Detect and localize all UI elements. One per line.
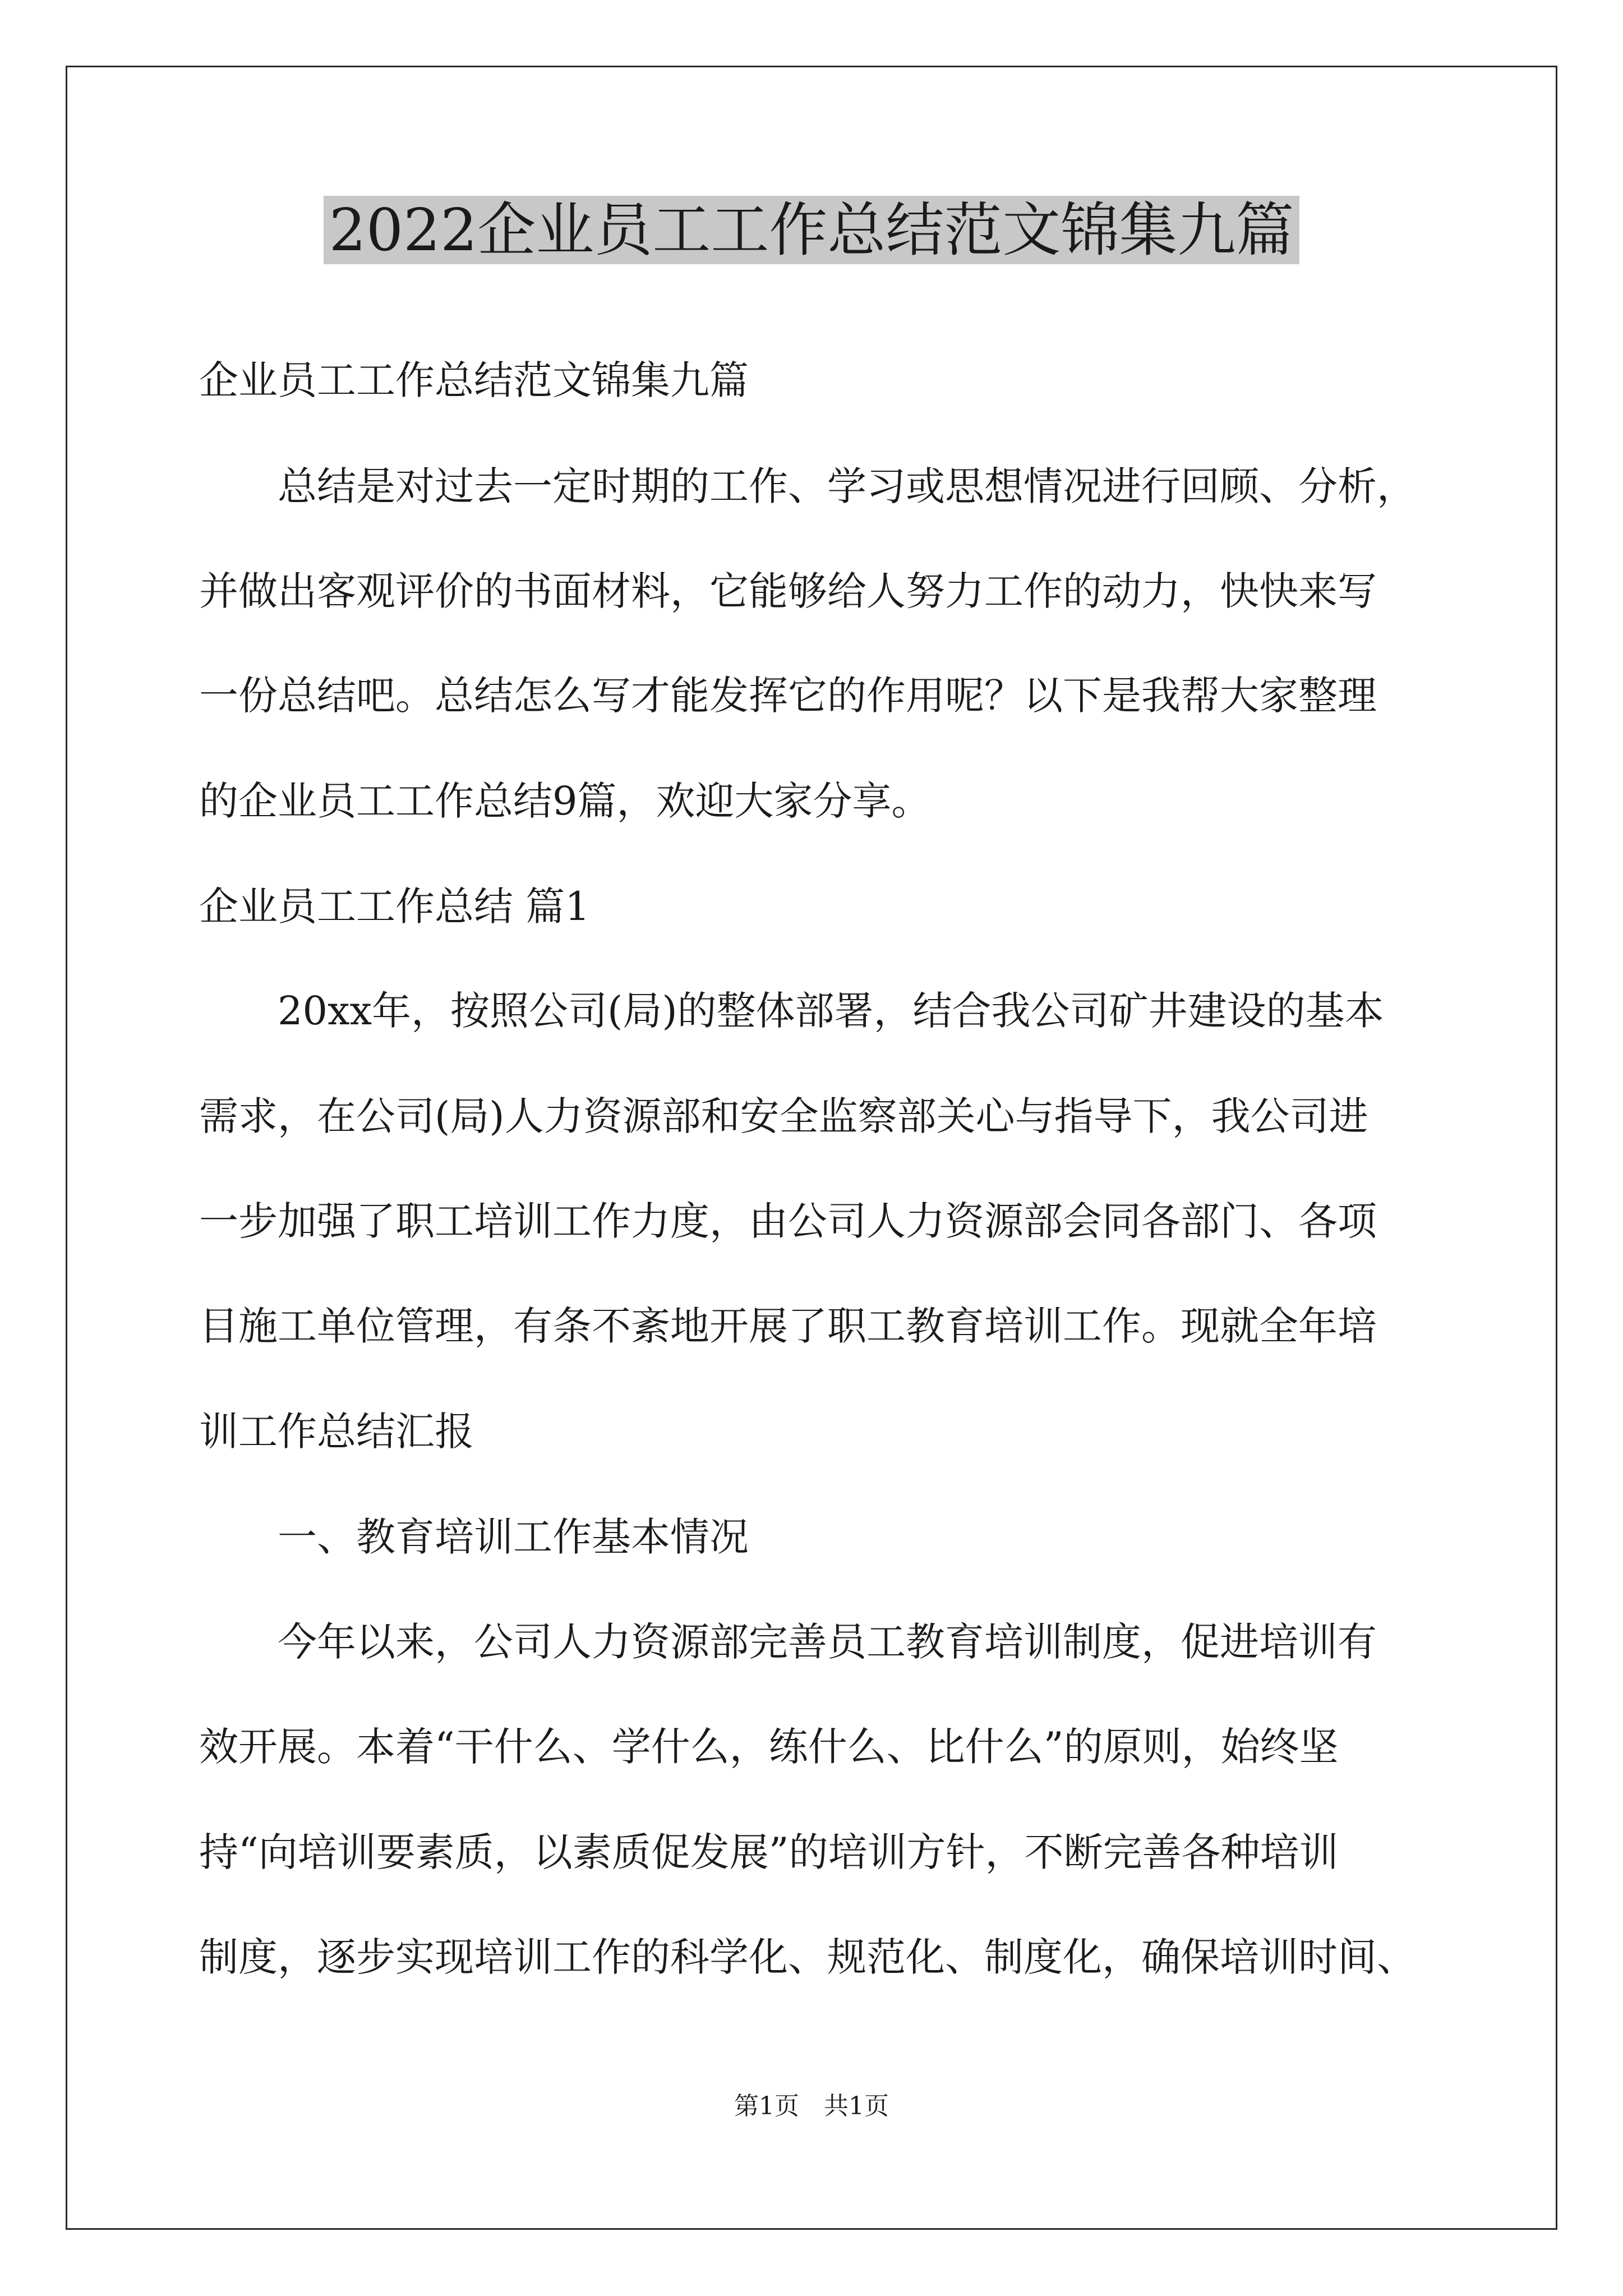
section-heading: 企业员工工作总结 篇1 bbox=[199, 884, 590, 930]
page-footer: 第1页 共1页 bbox=[734, 2092, 889, 2120]
document-title bbox=[0, 191, 1623, 269]
paragraph-line: 目施工单位管理，有条不紊地开展了职工教育培训工作。现就全年培 bbox=[199, 1303, 1377, 1349]
paragraph-line: 持“向培训要素质，以素质促发展”的培训方针，不断完善各种培训 bbox=[199, 1829, 1339, 1875]
paragraph-line: 一步加强了职工培训工作力度，由公司人力资源部会同各部门、各项 bbox=[199, 1198, 1377, 1244]
paragraph-line: 训工作总结汇报 bbox=[199, 1409, 474, 1455]
paragraph-line: 的企业员工工作总结9篇，欢迎大家分享。 bbox=[199, 778, 931, 824]
paragraph-line: 效开展。本着“干什么、学什么，练什么、比什么”的原则，始终坚 bbox=[199, 1724, 1339, 1770]
paragraph-line: 总结是对过去一定时期的工作、学习或思想情况进行回顾、分析， bbox=[278, 463, 1416, 509]
document-title-text: 2022企业员工工作总结范文锦集九篇 bbox=[324, 196, 1300, 264]
paragraph-line: 并做出客观评价的书面材料，它能够给人努力工作的动力，快快来写 bbox=[199, 568, 1377, 614]
subtitle-line: 企业员工工作总结范文锦集九篇 bbox=[199, 357, 749, 403]
paragraph-line: 20xx年，按照公司(局)的整体部署，结合我公司矿井建设的基本 bbox=[278, 988, 1384, 1034]
paragraph-line: 制度，逐步实现培训工作的科学化、规范化、制度化，确保培训时间、 bbox=[199, 1934, 1416, 1980]
paragraph-line: 需求，在公司(局)人力资源部和安全监察部关心与指导下，我公司进 bbox=[199, 1093, 1368, 1139]
paragraph-line: 一份总结吧。总结怎么写才能发挥它的作用呢？以下是我帮大家整理 bbox=[199, 673, 1377, 719]
subsection-heading: 一、教育培训工作基本情况 bbox=[278, 1514, 749, 1560]
paragraph-line: 今年以来，公司人力资源部完善员工教育培训制度，促进培训有 bbox=[278, 1619, 1377, 1665]
